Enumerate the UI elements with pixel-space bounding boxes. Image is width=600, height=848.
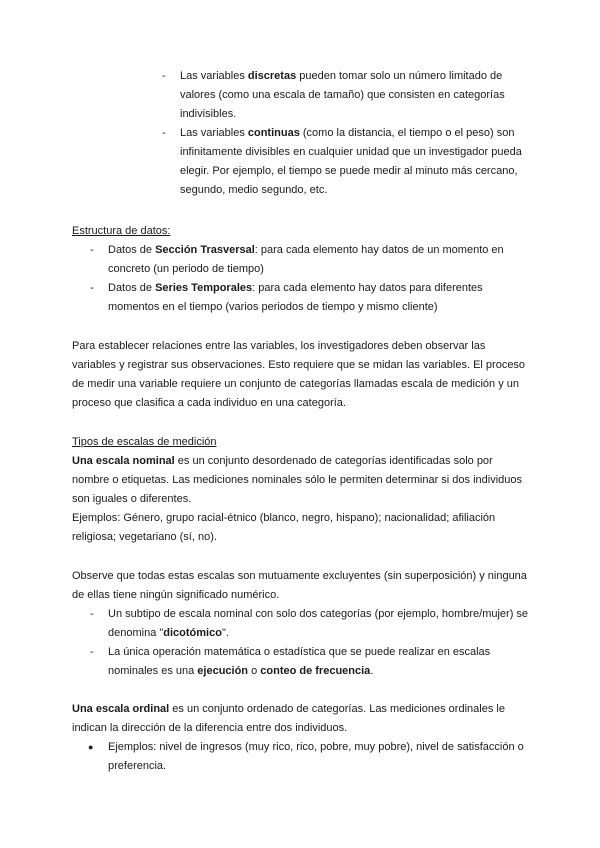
observe-section [72, 567, 532, 681]
ejemplos-paragraph: Ejemplos: Género, grupo racial-étnico (blanco, negro, hispano); nacionalidad; afiliación religiosa; vegetariano (sí, no). [72, 512, 496, 543]
list-item: ● Ejemplos: nivel de ingresos (muy rico, rico, pobre, muy pobre), nivel de satisfacción o preferencia. [72, 738, 532, 776]
variables-list [72, 67, 532, 200]
nominal-paragraph: Una escala nominal es un conjunto desordenado de categorías identificadas solo por nombre o etiquetas. Las mediciones nominales sólo le permiten determinar si dos individuos son iguales o diferentes. [72, 455, 523, 505]
list-item: - La única operación matemática o estadística que se puede realizar en escalas nominales es una ejecución o conteo de frecuencia. [72, 643, 532, 681]
bold-term: conteo de frecuencia [260, 665, 371, 677]
bold-term: ejecución [197, 665, 249, 677]
relaciones-paragraph [72, 337, 532, 413]
dash-marker: - [90, 646, 94, 658]
bold-term: Una escala nominal [72, 455, 175, 467]
dash-marker: - [162, 70, 166, 82]
bold-term: continuas [247, 127, 300, 139]
bold-term: Series Temporales [155, 282, 253, 294]
ordinal-paragraph: Una escala ordinal es un conjunto ordenado de categorías. Las mediciones ordinales le indican la dirección de la diferencia entre dos individuos. [72, 703, 505, 734]
paragraph-text: Observe que todas estas escalas son mutuamente excluyentes (sin superposición) y ninguna de ellas tiene ningún significado numérico. [72, 570, 527, 601]
bold-term: dicotómico [163, 627, 222, 639]
dash-marker: - [90, 608, 94, 620]
ordinal-section [72, 700, 532, 776]
dash-marker: - [162, 127, 166, 139]
bold-term: Sección Trasversal [155, 244, 255, 256]
bold-term: Una escala ordinal [72, 703, 170, 715]
section-heading: Tipos de escalas de medición [72, 436, 217, 448]
list-item: - Las variables discretas pueden tomar solo un número limitado de valores (como una escala de tamaño) que consisten en categorías indivisibles. [72, 67, 532, 124]
list-item: - Un subtipo de escala nominal con solo dos categorías (por ejemplo, hombre/mujer) se denomina "dicotómico". [72, 605, 532, 643]
section-heading: Estructura de datos: [72, 225, 171, 237]
list-item: - Las variables continuas (como la distancia, el tiempo o el peso) son infinitamente divisibles en cualquier unidad que un investigador pueda elegir. Por ejemplo, el tiempo se puede medir al minuto más cercano, segundo, medio segundo, etc. [72, 124, 532, 200]
list-item: - Datos de Series Temporales: para cada elemento hay datos para diferentes momentos en el tiempo (varios periodos de tiempo y mismo cliente) [72, 279, 532, 317]
paragraph-text: Para establecer relaciones entre las variables, los investigadores deben observar las variables y registrar sus observaciones. Esto requiere que se midan las variables. El proceso de medir una variable requiere un conjunto de categorías llamadas escala de medición y un proceso que clasifica a cada individuo en una categoría. [72, 340, 526, 409]
bullet-marker: ● [88, 742, 94, 752]
estructura-section [72, 222, 532, 317]
list-item: - Datos de Sección Trasversal: para cada elemento hay datos de un momento en concreto (un periodo de tiempo) [72, 241, 532, 279]
tipos-section [72, 433, 532, 547]
dash-marker: - [90, 282, 94, 294]
dash-marker: - [90, 244, 94, 256]
bold-term: discretas [247, 70, 297, 82]
